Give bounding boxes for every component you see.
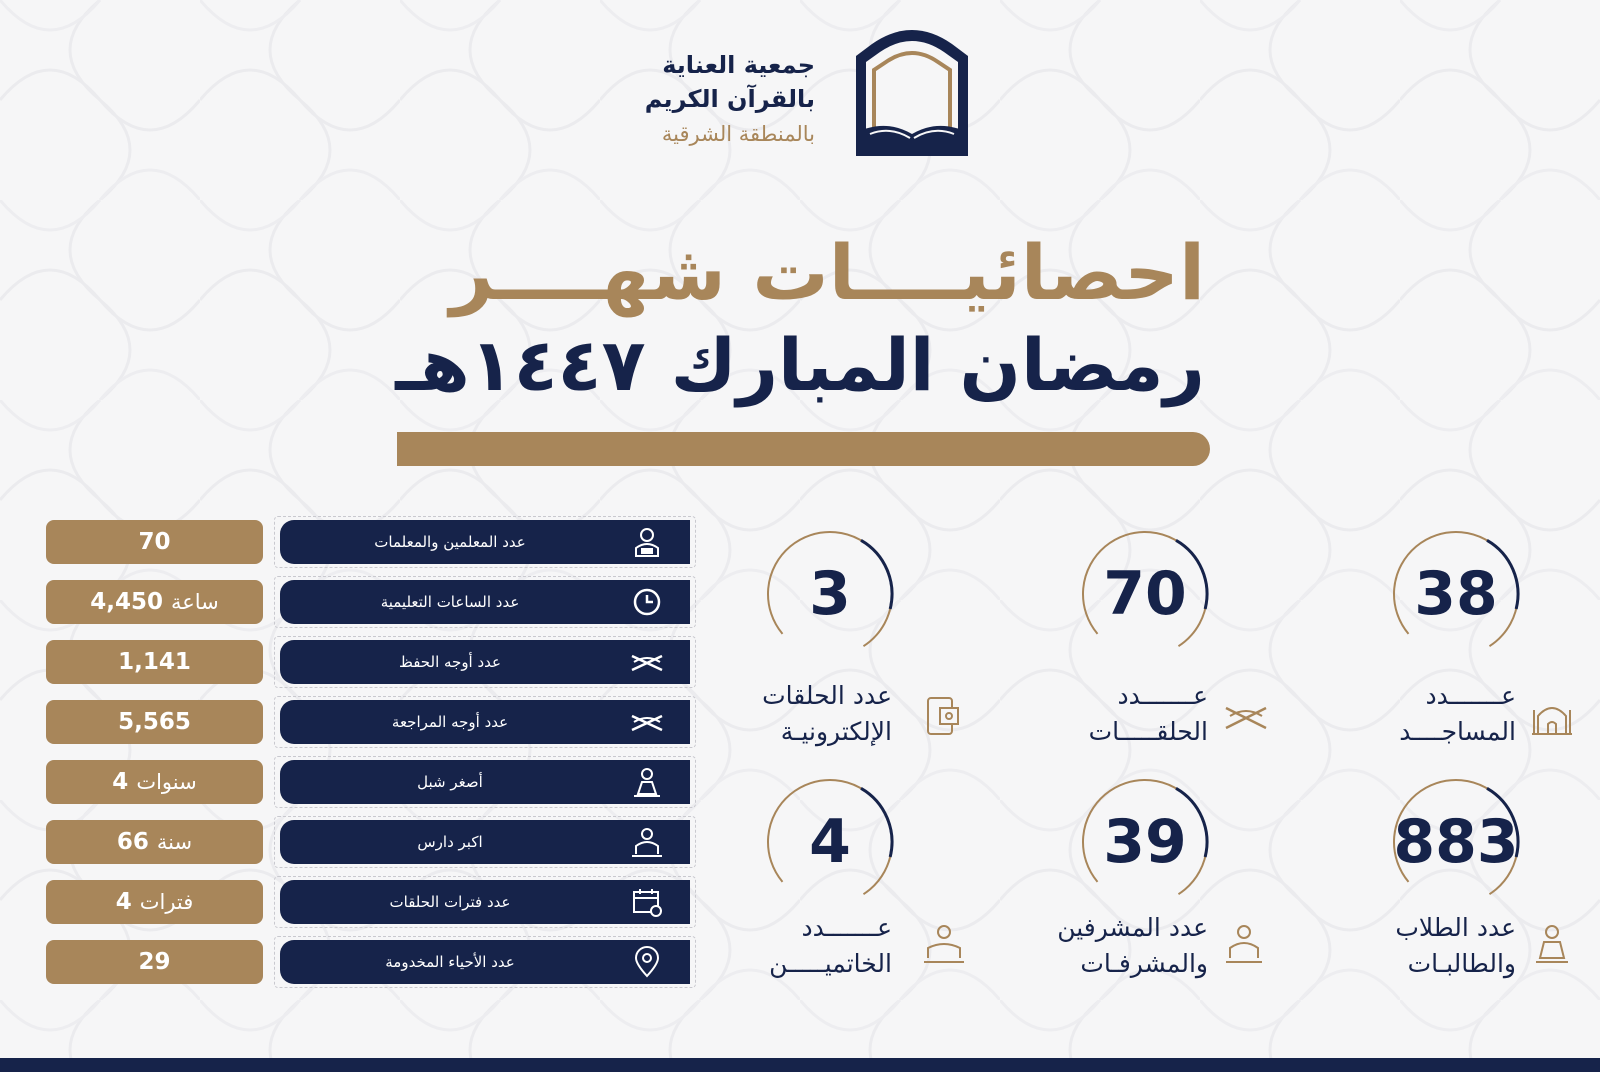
list-item	[46, 640, 696, 688]
elder-reader-icon	[630, 826, 664, 858]
list-item-label: اكبر دارس	[417, 833, 483, 851]
list-item-bar	[280, 580, 690, 624]
stat-label-line-1: عدد الطلاب	[1395, 913, 1516, 942]
quran-stand-icon	[630, 646, 664, 678]
organization-name	[645, 48, 815, 152]
stat-value: 39	[1103, 807, 1187, 877]
value-unit: ساعة	[170, 590, 219, 614]
stat-label	[1399, 678, 1516, 750]
stat-label	[762, 678, 892, 750]
list-item-label: عدد أوجه المراجعة	[391, 713, 509, 731]
list-item	[46, 520, 696, 568]
list-item-value	[46, 580, 263, 624]
list-item-label: عدد فترات الحلقات	[389, 893, 511, 911]
logo-mosque-book-icon	[852, 22, 972, 162]
list-item	[46, 820, 696, 868]
value-number: 66	[116, 829, 149, 855]
value-number: 29	[138, 949, 171, 975]
stat-value: 4	[809, 807, 851, 877]
list-item-value	[46, 880, 263, 924]
value-number: 4	[115, 889, 132, 915]
list-item	[46, 700, 696, 748]
list-item-bar	[280, 820, 690, 864]
calendar-icon	[630, 886, 664, 918]
value-number: 5,565	[118, 709, 191, 735]
list-item-value	[46, 940, 263, 984]
page-title-line-2: رمضان المبارك ١٤٤٧هـ	[395, 323, 1205, 407]
list-item-label: عدد الساعات التعليمية	[380, 593, 520, 611]
logo-line-3: بالمنطقة الشرقية	[661, 122, 815, 146]
list-item-label: عدد أوجه الحفظ	[398, 653, 501, 671]
list-item	[46, 940, 696, 988]
list-item	[46, 760, 696, 808]
value-number: 70	[138, 529, 171, 555]
list-item-bar	[280, 520, 690, 564]
stat-label-line-2: المساجــــد	[1399, 717, 1516, 746]
stat-label-line-1: عـــــــدد	[1117, 681, 1208, 710]
list-item-label: عدد المعلمين والمعلمات	[374, 533, 526, 551]
list-item	[46, 880, 696, 928]
stat-label-line-1: عـــــــدد	[801, 913, 892, 942]
title-underline-bar	[397, 432, 1210, 466]
stat-label-line-2: الإلكترونيـة	[780, 717, 892, 746]
stat-label-line-1: عدد المشرفين	[1057, 913, 1208, 942]
stat-label-line-1: عدد الحلقات	[762, 681, 892, 710]
page-title-line-1: احصائيــــات شهــــر	[449, 228, 1205, 317]
list-item-bar	[280, 700, 690, 744]
value-number: 1,141	[118, 649, 191, 675]
list-item-value	[46, 700, 263, 744]
list-item-bar	[280, 940, 690, 984]
stat-label	[1395, 910, 1516, 982]
child-reader-icon	[630, 766, 664, 798]
value-unit: فترات	[139, 890, 194, 914]
stat-value: 883	[1393, 807, 1519, 877]
quran-stand-icon	[1224, 694, 1268, 738]
list-item-value	[46, 520, 263, 564]
student-icon	[1530, 922, 1574, 966]
location-pin-icon	[630, 946, 664, 978]
tablet-icon	[920, 694, 964, 738]
list-item	[46, 580, 696, 628]
graduate-icon	[922, 922, 966, 966]
teacher-icon	[630, 526, 664, 558]
value-number: 4,450	[90, 589, 163, 615]
stat-label-line-2: والطالبـات	[1407, 949, 1516, 978]
list-item-value	[46, 760, 263, 804]
stat-value: 38	[1414, 559, 1498, 629]
quran-stand-icon	[630, 706, 664, 738]
stat-value: 3	[809, 559, 851, 629]
list-item-bar	[280, 760, 690, 804]
stat-label-line-2: الحلقـــــات	[1088, 717, 1208, 746]
clock-icon	[630, 586, 664, 618]
supervisor-icon	[1222, 922, 1266, 966]
stat-label	[1057, 910, 1208, 982]
bottom-bar	[0, 1058, 1600, 1072]
list-item-bar	[280, 880, 690, 924]
stat-label	[769, 910, 892, 982]
list-item-label: عدد الأحياء المخدومة	[385, 953, 515, 971]
stat-value: 70	[1103, 559, 1187, 629]
value-unit: سنوات	[136, 770, 197, 794]
value-unit: سنة	[156, 830, 193, 854]
stat-label	[1089, 678, 1208, 750]
list-item-label: أصغر شبل	[417, 773, 483, 791]
mosque-icon	[1530, 694, 1574, 738]
logo-line-2: بالقرآن الكريم	[644, 85, 815, 113]
stat-label-line-2: الخاتميـــــن	[769, 949, 892, 978]
list-item-value	[46, 640, 263, 684]
stat-label-line-1: عـــــــدد	[1425, 681, 1516, 710]
stat-label-line-2: والمشرفـات	[1080, 949, 1208, 978]
list-item-value	[46, 820, 263, 864]
logo-line-1: جمعية العناية	[662, 51, 815, 79]
value-number: 4	[112, 769, 129, 795]
list-item-bar	[280, 640, 690, 684]
